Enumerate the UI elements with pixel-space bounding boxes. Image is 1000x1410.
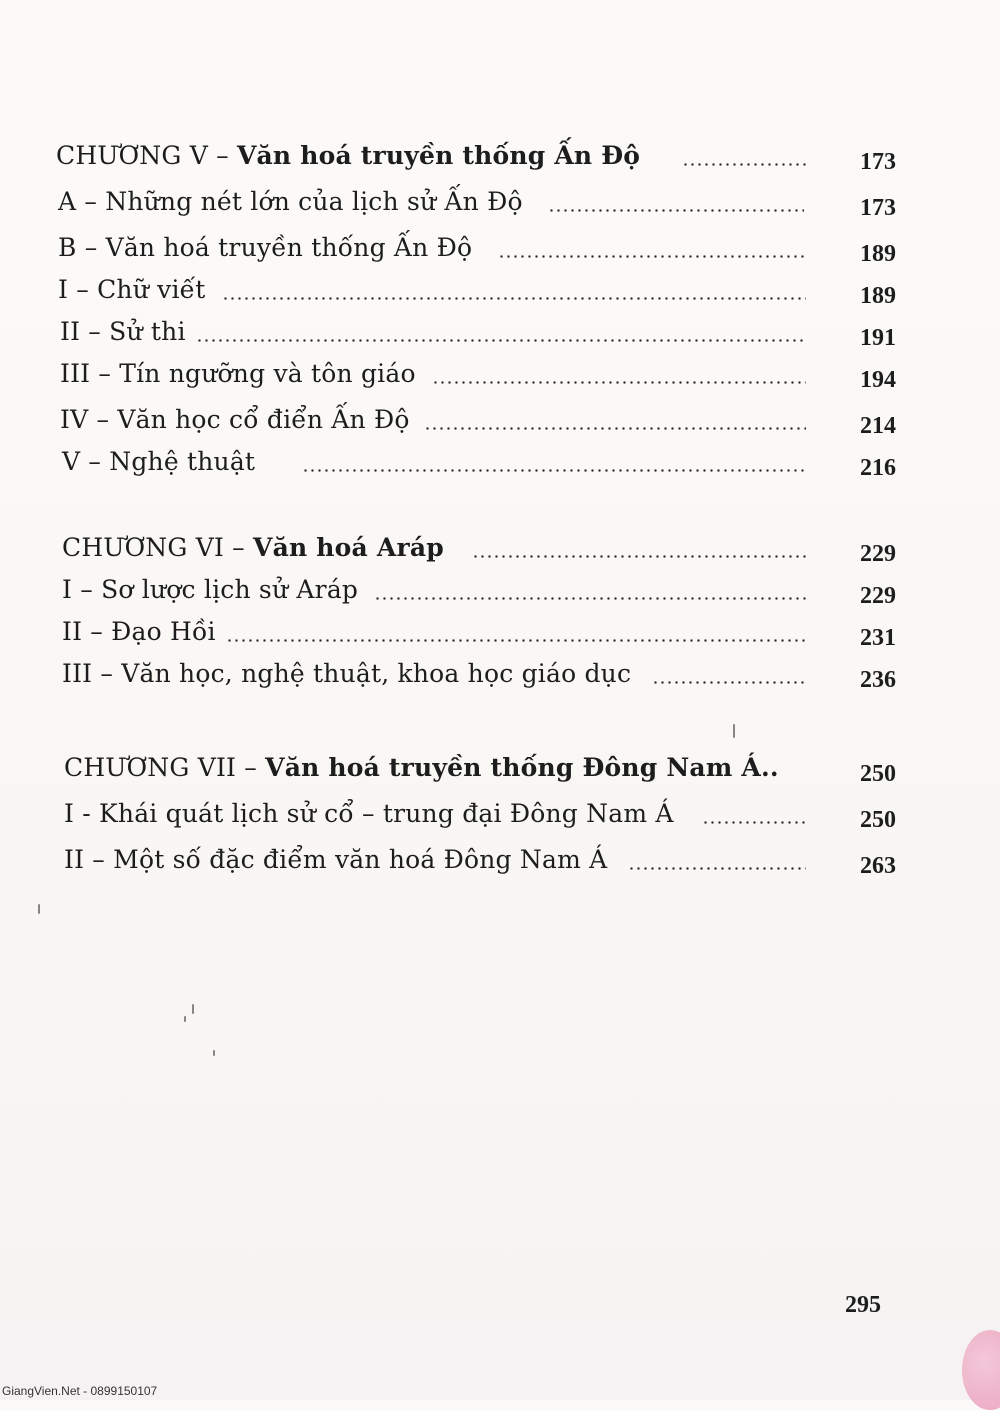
page-ref: 189 — [860, 241, 896, 267]
leader-dots — [548, 209, 804, 212]
scan-speck — [192, 1004, 194, 1014]
page-ref: 191 — [860, 325, 896, 351]
chapter-title: Văn hoá Aráp — [253, 533, 444, 562]
toc-item-label: II – Sử thi — [60, 317, 186, 346]
leader-dots — [628, 867, 806, 870]
leader-dots — [374, 597, 806, 600]
chapter-prefix: CHƯƠNG VII – — [64, 753, 266, 782]
toc-item — [0, 444, 1000, 484]
toc-item-label: V – Nghệ thuật — [62, 447, 256, 476]
chapter-prefix: CHƯƠNG VI – — [62, 533, 254, 562]
toc-item-label: I – Sơ lược lịch sử Aráp — [62, 575, 359, 604]
page-ref: 250 — [860, 807, 896, 833]
page-ref: 189 — [860, 283, 896, 309]
chapter-heading-label — [64, 753, 779, 782]
toc-item-label: III – Tín ngưỡng và tôn giáo — [60, 359, 416, 388]
chapter-title: Văn hoá truyền thống Đông Nam Á.. — [265, 753, 779, 782]
leader-dots — [196, 339, 806, 342]
page-ref: 194 — [860, 367, 896, 393]
page-ref: 214 — [860, 413, 896, 439]
leader-dots — [702, 821, 806, 824]
toc-item — [0, 272, 1000, 312]
leader-dots — [424, 427, 806, 430]
page-ref: 231 — [860, 625, 896, 651]
chapter-heading — [0, 530, 1000, 570]
leader-dots — [472, 555, 806, 558]
toc-item-label: IV – Văn học cổ điển Ấn Độ — [60, 405, 410, 434]
chapter-title: Văn hoá truyền thống Ấn Độ — [236, 141, 641, 170]
toc-item-label: II – Đạo Hồi — [62, 617, 216, 646]
page-number: 295 — [845, 1292, 881, 1318]
chapter-heading — [0, 750, 1000, 790]
toc-item — [0, 184, 1000, 224]
watermark: GiangVien.Net - 0899150107 — [2, 1384, 158, 1398]
leader-dots — [498, 255, 806, 258]
scan-speck — [184, 1016, 186, 1022]
toc-item-label: I – Chữ viết — [58, 275, 206, 304]
toc-item — [0, 314, 1000, 354]
toc-item — [0, 842, 1000, 882]
page-ref: 236 — [860, 667, 896, 693]
toc-item-label: III – Văn học, nghệ thuật, khoa học giáo dục — [62, 659, 632, 688]
scan-speck — [733, 724, 735, 738]
leader-dots — [682, 163, 806, 166]
toc-item — [0, 356, 1000, 396]
toc-item-label: A – Những nét lớn của lịch sử Ấn Độ — [58, 187, 523, 216]
page-ref: 216 — [860, 455, 896, 481]
leader-dots — [302, 469, 806, 472]
chapter-prefix: CHƯƠNG V – — [56, 141, 237, 170]
toc-item-label: I - Khái quát lịch sử cổ – trung đại Đông Nam Á — [64, 799, 674, 828]
page-ref: 173 — [860, 149, 896, 175]
chapter-heading — [0, 138, 1000, 178]
toc-item — [0, 402, 1000, 442]
page-ref: 263 — [860, 853, 896, 879]
page-ref: 229 — [860, 583, 896, 609]
toc-item — [0, 572, 1000, 612]
chapter-heading-label — [62, 533, 444, 562]
leader-dots — [222, 297, 806, 300]
leader-dots — [652, 681, 806, 684]
toc-item-label: B – Văn hoá truyền thống Ấn Độ — [58, 233, 473, 262]
corner-stain — [962, 1330, 1000, 1410]
page-ref: 173 — [860, 195, 896, 221]
page-ref: 250 — [860, 761, 896, 787]
leader-dots — [226, 639, 806, 642]
toc-item — [0, 656, 1000, 696]
chapter-heading-label — [56, 141, 640, 170]
scan-speck — [213, 1050, 215, 1056]
scan-speck — [38, 904, 40, 914]
toc-item — [0, 614, 1000, 654]
toc-item — [0, 796, 1000, 836]
toc-item-label: II – Một số đặc điểm văn hoá Đông Nam Á — [64, 845, 608, 874]
toc-item — [0, 230, 1000, 270]
page-ref: 229 — [860, 541, 896, 567]
leader-dots — [432, 381, 806, 384]
